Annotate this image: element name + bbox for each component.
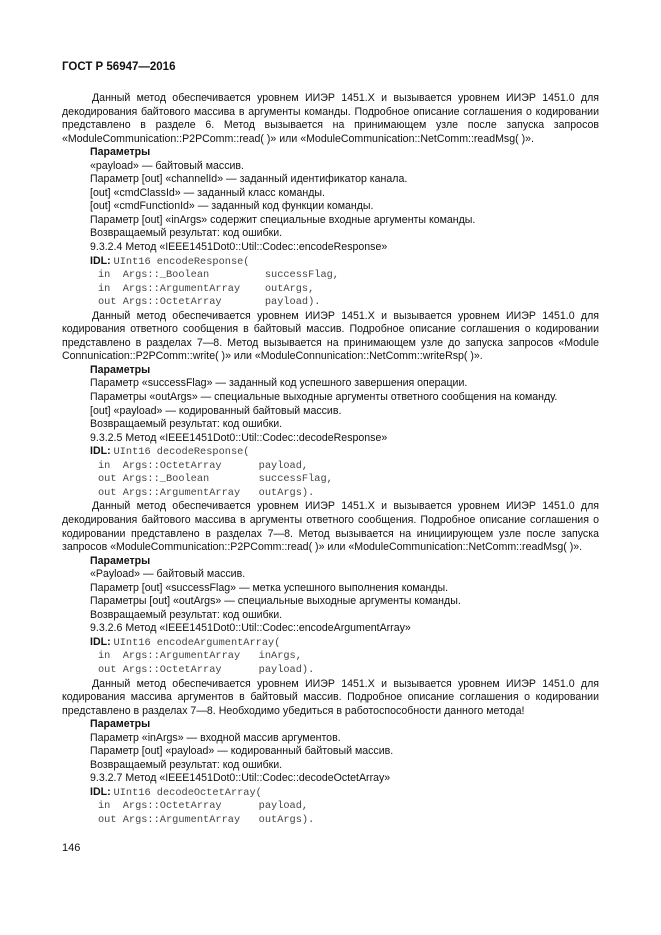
text-line: 9.3.2.7 Метод «IEEE1451Dot0::Util::Codec::decodeOctetArray» <box>90 772 391 785</box>
idl-line <box>62 255 599 270</box>
text-line: Параметр [out] «inArgs» содержит специальные входные аргументы команды. <box>90 213 476 226</box>
paragraph: Данный метод обеспечивается уровнем ИИЭР 1451.X и вызывается уровнем ИИЭР 1451.0 для декодирования байтового массива в аргументы команды. Подробное описание соглашения о кодировании представлено в разделе 6. Метод вызывается на принимающем узле после запуска запросов «ModuleCommunication::P2PComm::read( )» или «ModuleCommunication::NetComm::readMsg( )». <box>62 92 599 145</box>
code-line: out Args::OctetArray payload). <box>98 296 321 309</box>
section-heading: Параметры <box>90 146 151 159</box>
paragraph: Данный метод обеспечивается уровнем ИИЭР 1451.X и вызывается уровнем ИИЭР 1451.0 для декодирования байтового массива в аргументы ответного сообщения. Подробное описание соглашения о кодировании представлено в разделах 7—8. Метод вызывается на инициирующем узле после запуска запросов «ModuleCommunication::P2PComm::read( )» или «ModuleCommunication::NetComm::readMsg( )». <box>62 500 599 554</box>
code-line: in Args::OctetArray payload, <box>98 800 309 813</box>
idl-signature: UInt16 decodeOctetArray( <box>113 786 262 799</box>
code-line: in Args::ArgumentArray outArgs, <box>98 282 315 295</box>
text-line: «payload» — байтовый массив. <box>90 159 244 172</box>
idl-label: IDL: <box>90 445 114 458</box>
text-line: [out] «cmdClassId» — заданный класс команды. <box>90 186 325 199</box>
text-line: Возвращаемый результат: код ошибки. <box>90 227 283 240</box>
text-line: Возвращаемый результат: код ошибки. <box>90 758 283 771</box>
text-line: Возвращаемый результат: код ошибки. <box>90 418 283 431</box>
paragraph: Данный метод обеспечивается уровнем ИИЭР 1451.X и вызывается уровнем ИИЭР 1451.0 для кодирования массива аргументов в байтовый массив. Подробное описание соглашения о кодировании представлено в разделах 7—8. Необходимо убедиться в работоспособности данного метода! <box>62 677 599 717</box>
code-line: in Args::_Boolean successFlag, <box>98 269 339 282</box>
text-line: 9.3.2.6 Метод «IEEE1451Dot0::Util::Codec::encodeArgumentArray» <box>90 622 411 635</box>
section-heading: Параметры <box>90 718 151 731</box>
code-line: in Args::OctetArray payload, <box>98 459 309 472</box>
section-heading: Параметры <box>90 554 151 567</box>
text-line: Параметры [out] «outArgs» — специальные выходные аргументы команды. <box>90 595 461 608</box>
code-line: out Args::ArgumentArray outArgs). <box>98 813 315 826</box>
idl-signature: UInt16 encodeArgumentArray( <box>113 636 281 649</box>
text-line: [out] «cmdFunctionId» — заданный код функции команды. <box>90 200 374 213</box>
page-number: 146 <box>62 842 81 854</box>
idl-line <box>62 786 599 801</box>
text-line: Параметр [out] «payload» — кодированный байтовый массив. <box>90 745 394 758</box>
text-line: Параметр «successFlag» — заданный код успешного завершения операции. <box>90 377 468 390</box>
idl-signature: UInt16 decodeResponse( <box>113 446 250 459</box>
text-line: Возвращаемый результат: код ошибки. <box>90 608 283 621</box>
code-line: out Args::OctetArray payload). <box>98 663 315 676</box>
document-body <box>62 92 599 828</box>
idl-label: IDL: <box>90 635 114 648</box>
code-line: out Args::_Boolean successFlag, <box>98 473 333 486</box>
text-line: [out] «payload» — кодированный байтовый массив. <box>90 404 342 417</box>
idl-label: IDL: <box>90 785 114 798</box>
section-heading: Параметры <box>90 363 151 376</box>
idl-line <box>62 445 599 460</box>
code-line: out Args::ArgumentArray outArgs). <box>98 486 315 499</box>
idl-line <box>62 636 599 651</box>
paragraph: Данный метод обеспечивается уровнем ИИЭР 1451.X и вызывается уровнем ИИЭР 1451.0 для кодирования ответного сообщения в байтовый массив. Подробное описание соглашения о кодировании представлено в разделах 7—8. Метод вызывается на принимающем узле до запуска запросов «Module Connunication::P2PComm::write( )» или «ModuleConnunication::NetComm::writeRsp( )». <box>62 309 599 363</box>
text-line: Параметр [out] «channelId» — заданный идентификатор канала. <box>90 173 408 186</box>
text-line: 9.3.2.5 Метод «IEEE1451Dot0::Util::Codec::decodeResponse» <box>90 431 388 444</box>
text-line: 9.3.2.4 Метод «IEEE1451Dot0::Util::Codec::encodeResponse» <box>90 241 388 254</box>
text-line: Параметр «inArgs» — входной массив аргументов. <box>90 731 341 744</box>
text-line: Параметры «outArgs» — специальные выходные аргументы ответного сообщения на команду. <box>90 391 558 404</box>
code-line: in Args::ArgumentArray inArgs, <box>98 650 302 663</box>
idl-label: IDL: <box>90 254 114 267</box>
idl-signature: UInt16 encodeResponse( <box>113 255 250 268</box>
text-line: Параметр [out] «successFlag» — метка успешного выполнения команды. <box>90 581 449 594</box>
document-header: ГОСТ Р 56947—2016 <box>62 61 176 73</box>
text-line: «Payload» — байтовый массив. <box>90 568 246 581</box>
